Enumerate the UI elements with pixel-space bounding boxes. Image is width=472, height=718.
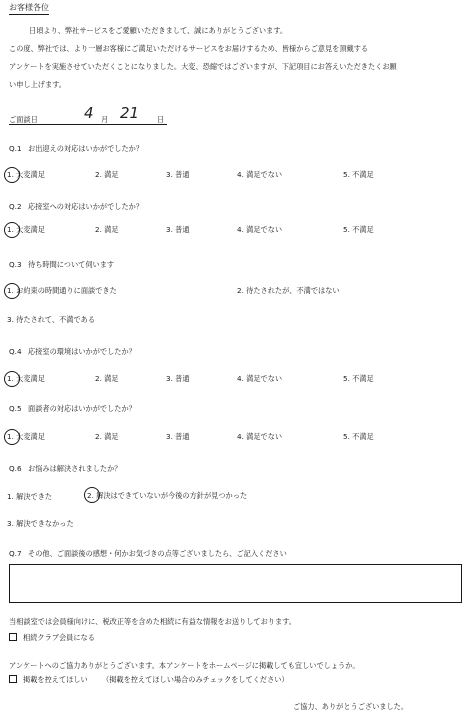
q6-option-1[interactable]: 1. 解決できた	[7, 492, 53, 501]
publish-checkbox-note: （掲載を控えてほしい場合のみチェックをしてください）	[102, 675, 289, 684]
visit-date-label: ご面談日	[9, 115, 38, 124]
visit-date-underline	[9, 124, 167, 125]
q5-option-2[interactable]: 2. 満足	[95, 432, 119, 441]
question-5-text: 面談者の対応はいかがでしたか？	[28, 404, 136, 413]
q2-option-2[interactable]: 2. 満足	[95, 225, 119, 234]
newsletter-checkbox-label: 相続クラブ会員になる	[23, 633, 95, 642]
question-3-number: Q.3	[9, 260, 22, 269]
question-4-number: Q.4	[9, 347, 22, 356]
q5-option-3[interactable]: 3. 普通	[166, 432, 190, 441]
q1-option-4[interactable]: 4. 満足でない	[237, 170, 283, 179]
intro-line-3: アンケートを実施させていただくことになりました。大変、恐縮ではございますが、下記項目にお答えいただきたくお願	[9, 62, 397, 71]
q2-option-4[interactable]: 4. 満足でない	[237, 225, 283, 234]
question-5-number: Q.5	[9, 404, 22, 413]
greeting: お客様各位	[9, 3, 49, 15]
q4-option-4[interactable]: 4. 満足でない	[237, 374, 283, 383]
q1-option-2[interactable]: 2. 満足	[95, 170, 119, 179]
q5-option-1[interactable]: 1. 大変満足	[7, 432, 45, 441]
publish-text: アンケートへのご協力ありがとうございます。本アンケートをホームページに掲載しても宜しいでしょうか。	[9, 661, 360, 670]
q4-option-3[interactable]: 3. 普通	[166, 374, 190, 383]
q3-option-1[interactable]: 1. お約束の時間通りに面談できた	[7, 286, 117, 295]
checkbox[interactable]	[9, 633, 17, 641]
q6-option-3[interactable]: 3. 解決できなかった	[7, 519, 74, 528]
q4-option-2[interactable]: 2. 満足	[95, 374, 119, 383]
publish-checkbox-label: 掲載を控えてほしい	[23, 675, 88, 684]
visit-day-unit: 日	[157, 115, 165, 124]
question-3-text: 待ち時間について伺います	[28, 260, 115, 269]
visit-month-unit: 月	[101, 115, 109, 124]
q1-option-5[interactable]: 5. 不満足	[343, 170, 374, 179]
question-7-text: その他、ご面談後の感想・何かお気づきの点等ございましたら、ご記入ください	[28, 549, 287, 558]
checkbox[interactable]	[9, 675, 17, 683]
intro-line-1: 日頃より、弊社サービスをご愛顧いただきまして、誠にありがとうございます。	[29, 26, 288, 35]
q1-option-3[interactable]: 3. 普通	[166, 170, 190, 179]
q3-option-3[interactable]: 3. 待たされて、不満である	[7, 315, 96, 324]
q1-option-1[interactable]: 1. 大変満足	[7, 170, 45, 179]
question-2-number: Q.2	[9, 202, 22, 211]
newsletter-text: 当相談室では会員様向けに、税改正等を含めた相続に有益な情報をお送りしております。	[9, 617, 296, 626]
question-2-text: 応接室への対応はいかがでしたか？	[28, 202, 144, 211]
question-6-number: Q.6	[9, 464, 22, 473]
q2-option-1[interactable]: 1. 大変満足	[7, 225, 45, 234]
q4-option-1[interactable]: 1. 大変満足	[7, 374, 45, 383]
q6-option-2[interactable]: 2. 解決はできていないが今後の方針が見つかった	[87, 491, 248, 500]
visit-day-value: 21	[120, 104, 140, 122]
q3-option-2[interactable]: 2. 待たされたが、不満ではない	[237, 286, 340, 295]
publish-checkbox-row[interactable]	[9, 675, 289, 684]
question-4-text: 応接室の環境はいかがでしたか？	[28, 347, 136, 356]
q5-option-4[interactable]: 4. 満足でない	[237, 432, 283, 441]
question-1-number: Q.1	[9, 144, 22, 153]
q4-option-5[interactable]: 5. 不満足	[343, 374, 374, 383]
q2-option-3[interactable]: 3. 普通	[166, 225, 190, 234]
question-7-number: Q.7	[9, 549, 22, 558]
closing-text: ご協力、ありがとうございました。	[293, 702, 409, 711]
question-1-text: お出迎えの対応はいかがでしたか？	[28, 144, 144, 153]
q2-option-5[interactable]: 5. 不満足	[343, 225, 374, 234]
visit-month-value: 4	[84, 104, 94, 122]
intro-line-4: い申し上げます。	[9, 80, 66, 89]
q5-option-5[interactable]: 5. 不満足	[343, 432, 374, 441]
question-6-text: お悩みは解決されましたか？	[28, 464, 122, 473]
newsletter-checkbox-row[interactable]	[9, 633, 95, 642]
intro-line-2: この度、弊社では、より一層お客様にご満足いただけるサービスをお届けするため、皆様からご意見を頂戴する	[9, 44, 369, 53]
comment-box[interactable]	[9, 564, 462, 603]
